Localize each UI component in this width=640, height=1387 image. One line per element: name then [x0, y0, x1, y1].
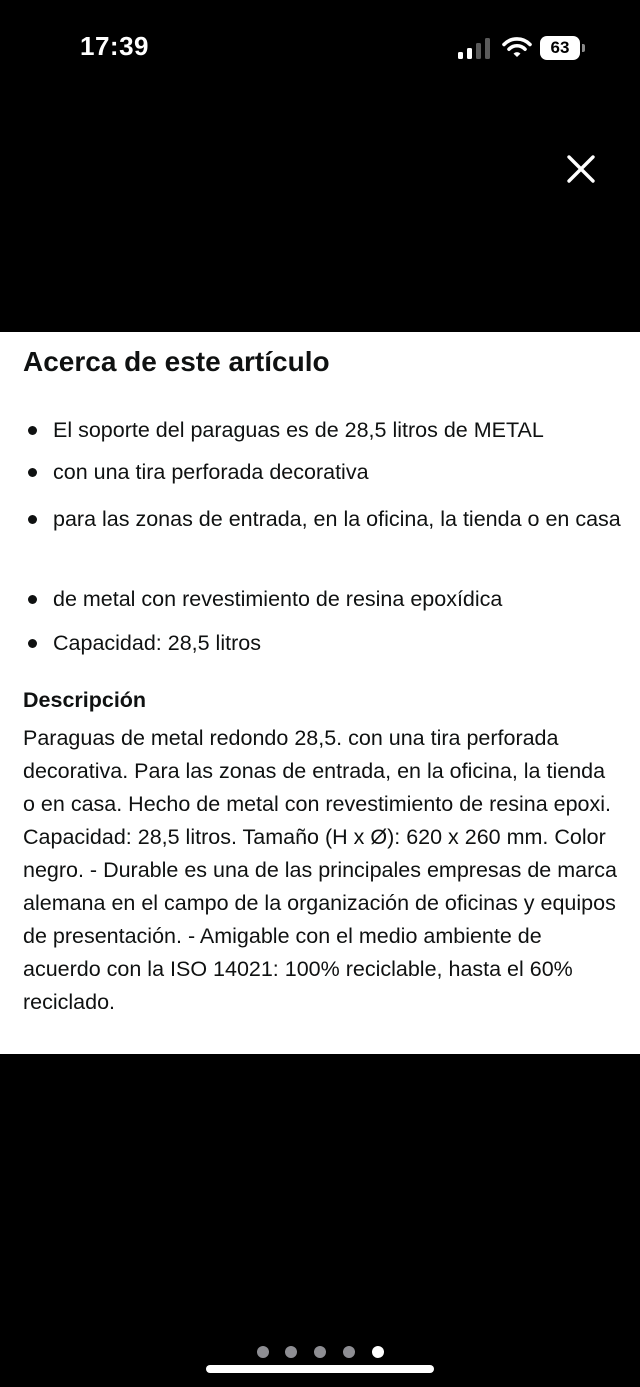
signal-bar [476, 43, 481, 59]
bullet-dot [28, 468, 37, 477]
description-heading: Descripción [23, 688, 147, 712]
bullet-dot [28, 426, 37, 435]
page-dot[interactable] [343, 1346, 355, 1358]
signal-bar [458, 52, 463, 59]
battery-cap [582, 44, 585, 52]
status-time: 17:39 [80, 31, 149, 61]
bullet-text: El soporte del paraguas es de 28,5 litros de METAL [53, 418, 544, 442]
bullet-text: para las zonas de entrada, en la oficina, la tienda o en casa [53, 507, 621, 531]
page-dot[interactable] [257, 1346, 269, 1358]
page-dot[interactable] [285, 1346, 297, 1358]
page-dot[interactable] [314, 1346, 326, 1358]
about-section-title: Acerca de este artículo [23, 346, 330, 377]
product-info-panel [0, 332, 640, 1054]
status-bar [0, 0, 640, 100]
bullet-dot [28, 639, 37, 648]
cellular-signal-icon [458, 37, 492, 59]
page-indicator[interactable] [0, 1344, 640, 1360]
home-indicator[interactable] [206, 1365, 434, 1373]
bullet-text: con una tira perforada decorativa [53, 460, 369, 484]
bullet-dot [28, 595, 37, 604]
battery-level: 63 [550, 38, 570, 57]
signal-bar [485, 38, 490, 59]
close-icon[interactable] [561, 149, 601, 189]
signal-bar [467, 48, 472, 59]
bullet-dot [28, 515, 37, 524]
wifi-icon [502, 36, 532, 58]
close-button[interactable] [561, 149, 601, 189]
description-text: Paraguas de metal redondo 28,5. con una tira perforada decorativa. Para las zonas de entrada, en la oficina, la tienda o en casa. Hecho de metal con revestimiento de resina epoxi. Capacidad: 28,5 litros. Tamaño (H x Ø): 620 x 260 mm. Color negro. - Durable es una de las principales empresas de marca alemana en el campo de la organización de oficinas y equipos de presentación. - Amigable con el medio ambiente de acuerdo con la ISO 14021: 100% reciclable, hasta el 60% reciclado. [23, 726, 617, 1014]
battery-icon [540, 36, 586, 60]
bullet-text: Capacidad: 28,5 litros [53, 631, 261, 655]
bullet-text: de metal con revestimiento de resina epoxídica [53, 587, 503, 611]
page-dot[interactable] [372, 1346, 384, 1358]
